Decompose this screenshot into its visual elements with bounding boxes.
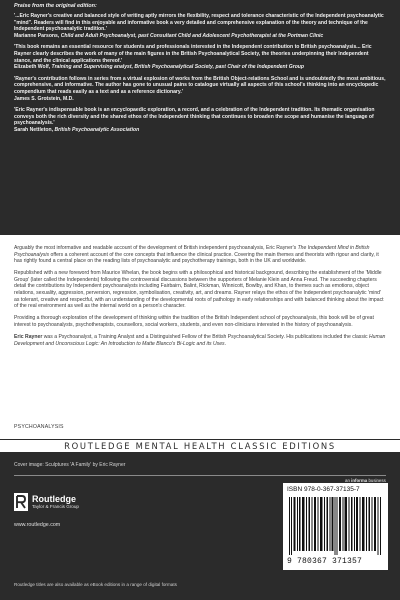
- praise-quote: [14, 107, 386, 133]
- quote-author: Marianne Parsons,: [14, 32, 60, 39]
- publisher-name: Routledge: [32, 493, 76, 504]
- informa-suffix: business: [367, 478, 386, 483]
- quote-affiliation: Child and Adult Psychoanalyst, past Consultant Child and Adolescent Psychotherapist at the Portman Clinic: [59, 32, 324, 39]
- quote-affiliation: Training and Supervising analyst, British Psychoanalytical Society, past Chair of the Independent Group: [50, 64, 305, 71]
- author-name: Eric Rayner: [14, 334, 43, 341]
- publisher-logo: [14, 493, 79, 511]
- cover-image-credit: Cover image: Sculptures 'A Family' by Eric Rayner: [14, 462, 126, 468]
- series-title: ROUTLEDGE MENTAL HEALTH CLASSIC EDITIONS: [64, 441, 336, 451]
- publisher-panel: [0, 453, 400, 600]
- book-title-italic: The Independent Mind in British Psychoanalysis: [14, 245, 370, 258]
- isbn-barcode: [283, 483, 388, 570]
- barcode-digits: 9 780367 371357: [287, 557, 363, 566]
- informa-prefix: an: [345, 478, 352, 483]
- publisher-url[interactable]: www.routledge.com: [14, 522, 61, 528]
- book-description: [14, 245, 386, 353]
- quote-author: Elizabeth Wolf,: [14, 64, 51, 71]
- description-paragraph: Republished with a new foreword from Maurice Whelan, the book begins with a philosophical and historical background, describing the establishment of the 'Middle Group' (later called the Independents) following the controversial discussions between the supporters of Melanie Klein and Anna Freud. The succeeding chapters detail the contributions by Independent psychoanalysts including Fairbairn, Balint, Rickman, Winnicott, Bowlby, and Khan, to themes such as emotions, object relations, sexuality, aggression, perversion, regression, symbolisation, creativity, art, and dreams. Rayner relays the ethos of the Independent psychoanalytic 'mind' as tolerant, creative and respectful, with an understanding of the developmental roots of pathology in early relationships and with balanced thinking about the impact of the real environment as well as the internal world on a person's character.: [14, 270, 384, 310]
- routledge-r-icon: [14, 493, 28, 511]
- divider: [14, 475, 386, 476]
- quote-text: 'Rayner's contribution follows in series from a virtual explosion of works from the British Object-relations School and is undoubtedly the most ambitious, comprehensive, and informative. The author has gone to unusual pains to catalogue virtually all aspects of this school's thinking into an encyclopedic compendium that reads easily as a text and as a reference dictionary.': [14, 75, 386, 95]
- bio-text: was a Psychoanalyst, a Training Analyst and a Distinguished Fellow of the British Psychoanalytical Society. His publications included the classic: [42, 334, 369, 341]
- description-paragraph: [14, 245, 386, 265]
- publisher-subtitle: Taylor & Francis Group: [32, 503, 79, 509]
- description-paragraph: Providing a thorough exploration of the development of thinking within the tradition of the British Independent school of psychoanalysis, this book will be of great interest to psychoanalysts, psychotherapists, counsellors, social workers, students, and even non-clinicians interested in the history of psychoanalysis.: [14, 315, 374, 328]
- quote-attribution: [14, 127, 386, 134]
- isbn-label: ISBN 978-0-367-37135-7: [287, 486, 360, 493]
- quote-author: James S. Grotstein, M.D.: [14, 95, 74, 102]
- classic-title-italic: Human Development and Unconscious Logic: An Introduction to Matte Blanco's Bi-Logic and its Uses: [14, 334, 386, 347]
- description-text: Arguably the most informative and readable account of the development of British independent psychoanalysis, Eric Rayner's: [14, 245, 298, 251]
- quote-text: 'Eric Rayner's indispensable book is an encyclopaedic exploration, a record, and a celebration of the Independent tradition. Its thematic organisation conveys both the rich diversity and the shared ethos of the Independent thinking that continues to broaden the scope and humanise the language of psychoanalysis.': [14, 107, 375, 127]
- praise-quote: [14, 76, 386, 102]
- author-bio: [14, 334, 386, 347]
- quote-text: '...Eric Rayner's creative and balanced style of writing aptly mirrors the flexibility, respect and tolerance characteristic of the Independent psychoanalytic "mind". Readers will find in this enjoyable and informative book a very detailed and comprehensive explanation of the theory and technique of the Independent psychoanalytic tradition.': [14, 13, 384, 33]
- praise-quote: [14, 13, 386, 39]
- praise-quote: [14, 44, 386, 70]
- subject-category: PSYCHOANALYSIS: [14, 424, 64, 430]
- quote-author: Sarah Nettleton,: [14, 126, 54, 133]
- quote-affiliation: British Psychoanalytic Association: [53, 126, 140, 133]
- praise-heading: Praise from the original edition:: [14, 3, 97, 9]
- informa-brand: informa: [351, 478, 368, 483]
- description-text: offers a coherent account of the core concepts that influence the clinical practice. Covering the main themes and theorists with rigour and clarity, it has rightly found a central place on the reading lists of psychoanalytic and psychotherapy trainings, both in the UK and worldwide.: [14, 251, 379, 265]
- quote-text: 'This book remains an essential resource for students and professionals interested in the Independent contribution to British psychoanalysis... Eric Rayner clearly describes the work of many of the main figures in the British Psychoanalytical Society, the theories underpinning their Independent stance, and the clinical applications thereof.': [14, 44, 372, 64]
- quote-attribution: [14, 96, 386, 103]
- quote-attribution: [14, 33, 386, 40]
- bio-text: .: [224, 340, 227, 347]
- ebook-note: Routledge titles are also available as eBook editions in a range of digital formats: [14, 582, 177, 587]
- praise-panel: [0, 0, 400, 235]
- barcode-icon: [289, 497, 382, 555]
- quote-attribution: [14, 64, 386, 71]
- series-band: [0, 439, 400, 453]
